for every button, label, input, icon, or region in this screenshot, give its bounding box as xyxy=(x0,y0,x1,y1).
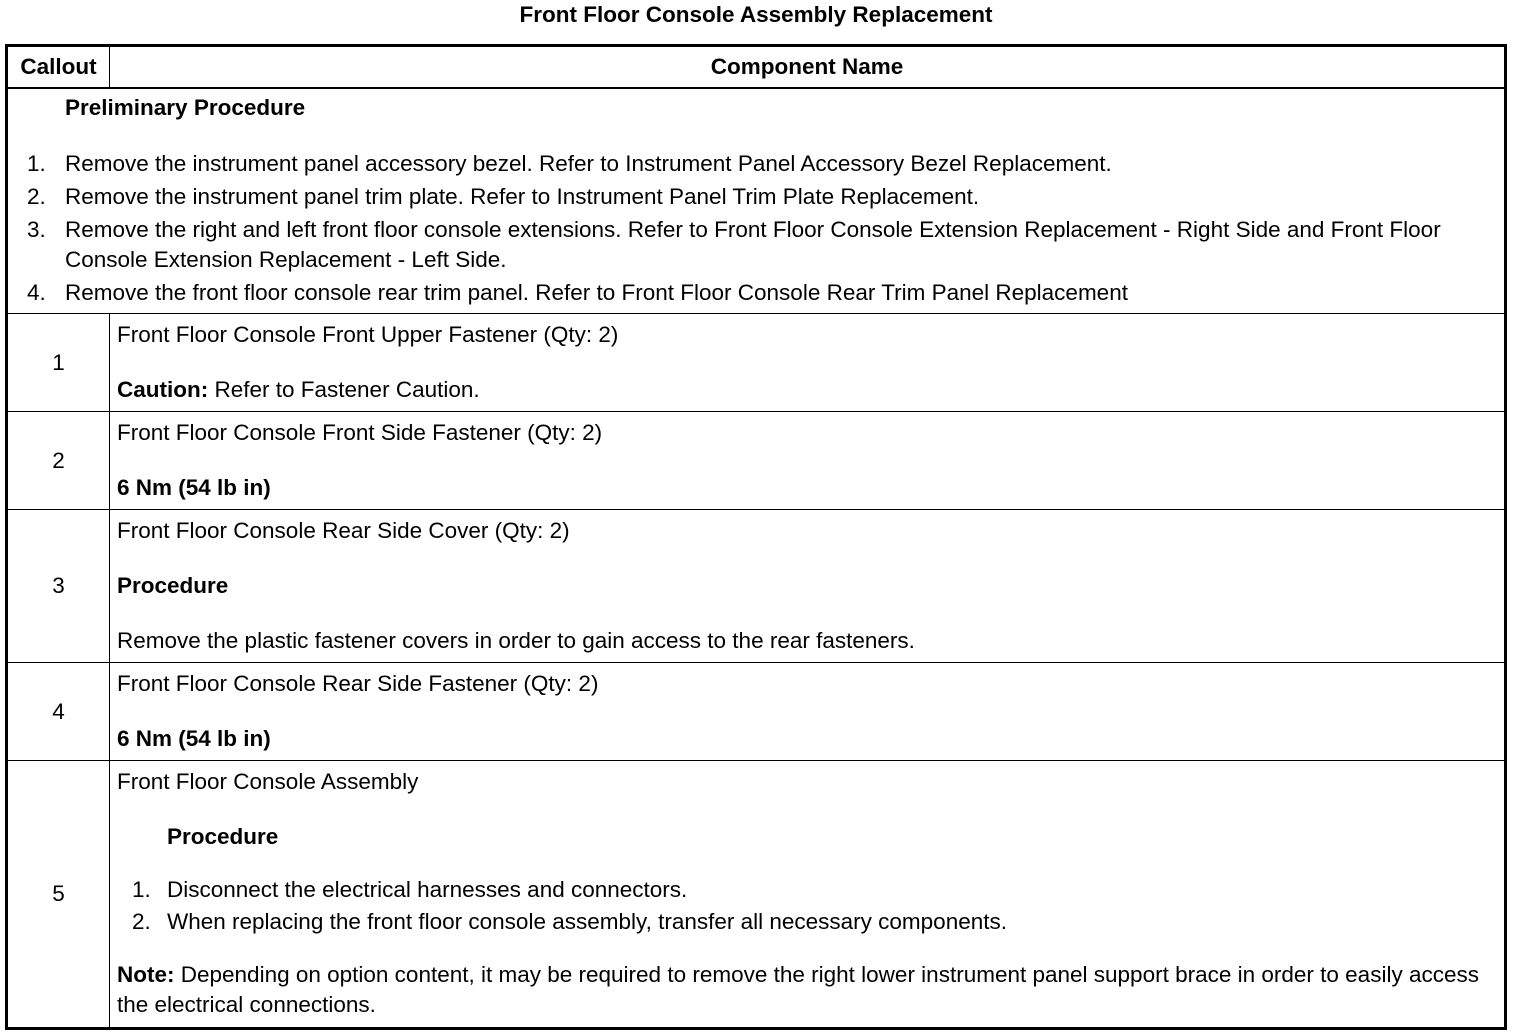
procedure-steps xyxy=(117,874,1496,938)
caution-text: Caution: Refer to Fastener Caution. xyxy=(117,377,480,402)
component-name: Front Floor Console Assembly xyxy=(117,769,419,794)
component-name: Front Floor Console Front Side Fastener (Qty: 2) xyxy=(117,420,603,445)
procedure-heading: Procedure xyxy=(167,824,279,849)
table-row xyxy=(7,412,1506,510)
list-item: 1. Disconnect the electrical harnesses and connectors. xyxy=(132,877,688,902)
callout-number: 5 xyxy=(7,761,110,1029)
list-item: 4. Remove the front floor console rear trim panel. Refer to Front Floor Console Rear Trim Panel Replacement xyxy=(27,280,1128,305)
list-item: 2. Remove the instrument panel trim plate. Refer to Instrument Panel Trim Plate Replacement. xyxy=(27,184,980,209)
list-item: 1. Remove the instrument panel accessory bezel. Refer to Instrument Panel Accessory Bezel Replacement. xyxy=(27,151,1112,176)
list-item: 2. When replacing the front floor console assembly, transfer all necessary components. xyxy=(132,909,1007,934)
component-name-header: Component Name xyxy=(110,46,1506,89)
table-row xyxy=(7,761,1506,1029)
callout-number: 3 xyxy=(7,510,110,663)
preliminary-steps xyxy=(27,149,1496,308)
preliminary-heading: Preliminary Procedure xyxy=(65,95,306,120)
table-row xyxy=(7,510,1506,663)
component-name: Front Floor Console Rear Side Cover (Qty: 2) xyxy=(117,518,570,543)
callout-number: 2 xyxy=(7,412,110,510)
component-table xyxy=(5,44,1507,1030)
component-name: Front Floor Console Front Upper Fastener (Qty: 2) xyxy=(117,322,619,347)
torque-spec: 6 Nm (54 lb in) xyxy=(117,475,271,500)
callout-number: 1 xyxy=(7,314,110,412)
preliminary-row xyxy=(7,88,1506,314)
table-header-row xyxy=(7,46,1506,89)
list-item: 3. Remove the right and left front floor console extensions. Refer to Front Floor Console Extension Replacement - Right Side and Front Floor Console Extension Replacement - Left Side. xyxy=(27,217,1441,272)
callout-number: 4 xyxy=(7,663,110,761)
table-row xyxy=(7,314,1506,412)
note-text: Note: Depending on option content, it may be required to remove the right lower instrument panel support brace in order to easily access the electrical connections. xyxy=(117,962,1479,1017)
procedure-heading: Procedure xyxy=(117,573,229,598)
page-title: Front Floor Console Assembly Replacement xyxy=(519,2,993,27)
component-name: Front Floor Console Rear Side Fastener (Qty: 2) xyxy=(117,671,599,696)
table-row xyxy=(7,663,1506,761)
callout-header: Callout xyxy=(7,46,110,89)
procedure-text: Remove the plastic fastener covers in order to gain access to the rear fasteners. xyxy=(117,628,915,653)
torque-spec: 6 Nm (54 lb in) xyxy=(117,726,271,751)
